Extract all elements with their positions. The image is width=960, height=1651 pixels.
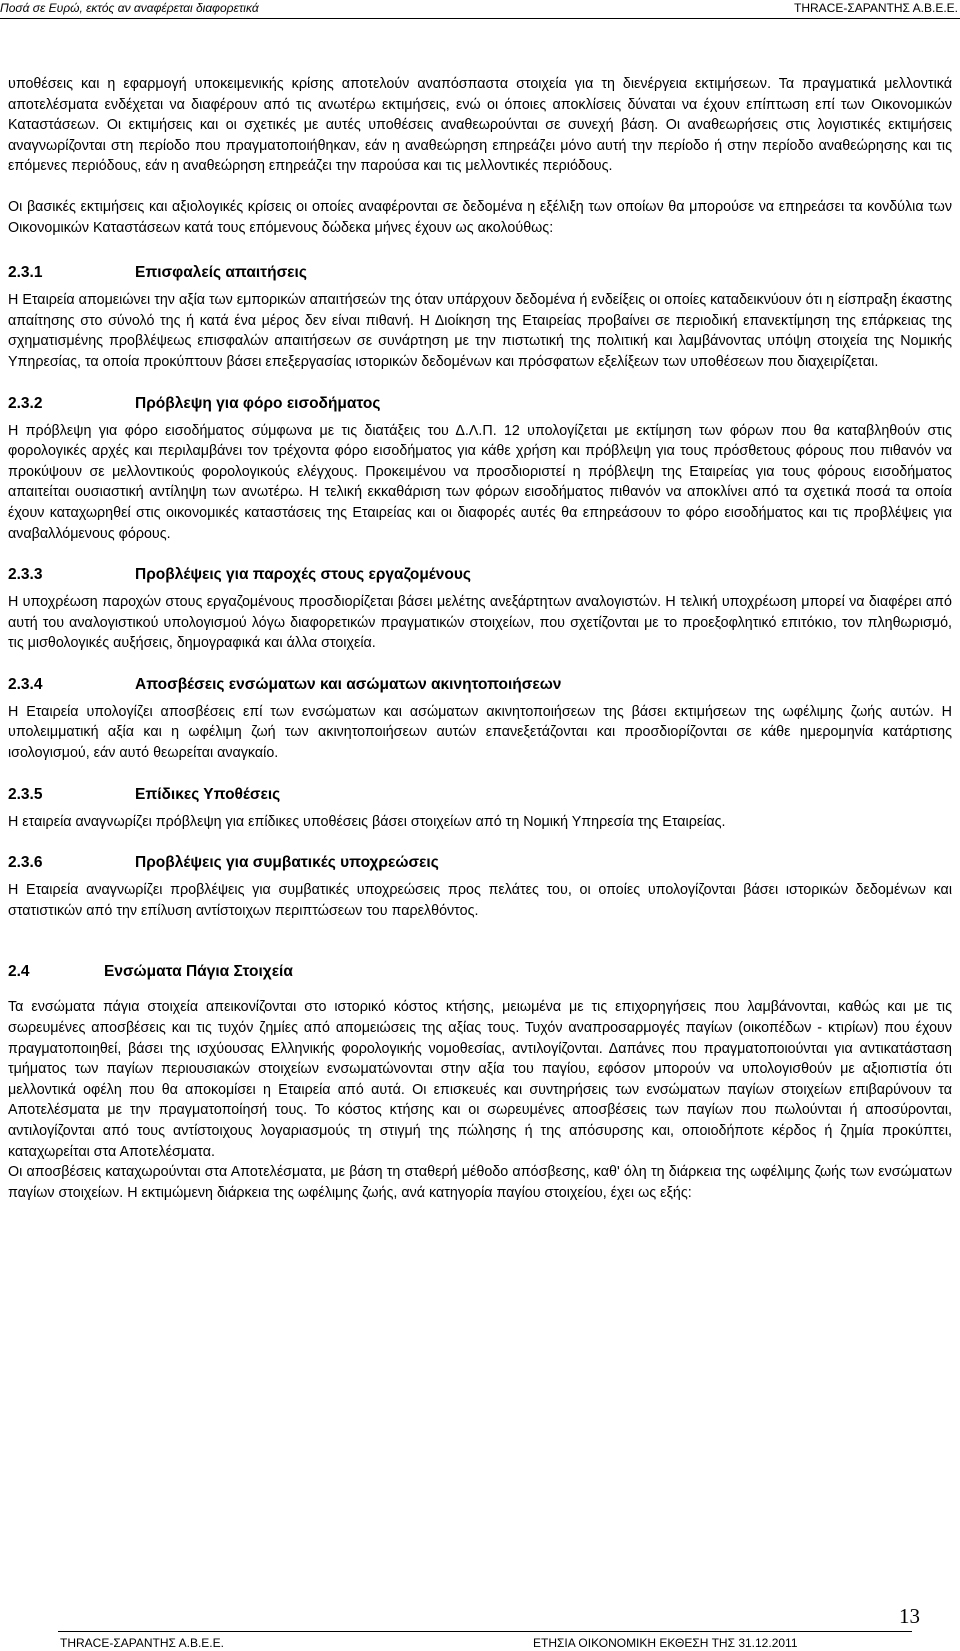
header-currency-note: Ποσά σε Ευρώ, εκτός αν αναφέρεται διαφορετικά xyxy=(0,1,259,15)
section-heading-2-3-5 xyxy=(8,784,952,806)
section-heading-2-4 xyxy=(8,961,952,983)
section-body-2-3-2: Η πρόβλεψη για φόρο εισοδήματος σύμφωνα με τις διατάξεις του Δ.Λ.Π. 12 υπολογίζεται με εκτίμηση των φόρων που θα καταβληθούν στις φορολογικές αρχές και περιλαμβάνει τον τρέχοντα φόρο εισοδήματος για κάθε χρήση και πρόβλεψη για τους πρόσθετους φόρους που πιθανόν να προκύψουν σε μελλοντικούς φορολογικούς ελέγχους. Προκειμένου να προσδιοριστεί η πρόβλεψη της Εταιρείας για τους φόρους εισοδήματος απαιτείται ουσιαστική αντίληψη των ανωτέρω. Η τελική εκκαθάριση των φόρων εισοδήματος πιθανόν να αποκλίνει από τα σχετικά ποσά τα οποία έχουν καταχωρηθεί στις οικονομικές καταστάσεις της Εταιρείας και οι διαφορές αυτές θα επηρεάσουν το φόρο εισοδήματος και τις προβλέψεις για αναβαλλόμενους φόρους. xyxy=(8,422,952,542)
section-title: Ενσώματα Πάγια Στοιχεία xyxy=(104,963,293,981)
section-body-2-3-1: Η Εταιρεία απομειώνει την αξία των εμπορικών απαιτήσεών της όταν υπάρχουν δεδομένα ή ενδείξεις οι οποίες καταδεικνύουν ότι η είσπραξη έκαστης απαίτησης στο σύνολό της ή κατά ένα μέρος δεν είναι πιθανή. Η Διοίκηση της Εταιρείας προβαίνει σε περιοδική επανεκτίμηση της επάρκειας της σχηματισμένης προβλέψεως επισφαλών απαιτήσεων σε συνάρτηση με την πιστωτική της πολιτική και λαμβάνοντας υπόψη στοιχεία της Νομικής Υπηρεσίας, τα οποία προκύπτουν βάσει επεξεργασίας ιστορικών δεδομένων και πρόσφατων εξελίξεων των υποθέσεων που διαχειρίζεται. xyxy=(8,292,952,370)
section-number: 2.3.3 xyxy=(8,566,43,584)
section-body-2-3-6: Η Εταιρεία αναγνωρίζει προβλέψεις για συμβατικές υποχρεώσεις προς πελάτες του, οι οποίες υπολογίζονται βάσει ιστορικών δεδομένων και στατιστικών από την επίλυση αντίστοιχων περιπτώσεων του παρελθόντος. xyxy=(8,882,952,919)
section-number: 2.4 xyxy=(8,963,30,981)
section-heading-2-3-3 xyxy=(8,564,952,586)
section-title: Αποσβέσεις ενσώματων και ασώματων ακινητοποιήσεων xyxy=(135,675,562,693)
section-heading-2-3-6 xyxy=(8,852,952,874)
section-heading-2-3-4 xyxy=(8,674,952,696)
header-divider xyxy=(0,18,960,19)
section-heading-2-3-1 xyxy=(8,262,952,284)
section-body-2-3-3: Η υποχρέωση παροχών στους εργαζομένους προσδιορίζεται βάσει μελέτης ανεξάρτητων αναλογιστών. Η τελική υποχρέωση μπορεί να διαφέρει από αυτή του αναλογιστικού υπολογισμού λόγω διαφορετικών πραγματικών στοιχείων, που σχετίζονται με το προεξοφλητικό επιτόκιο, τον πληθωρισμό, τις μισθολογικές αυξήσεις, δημογραφικά και άλλα στοιχεία. xyxy=(8,594,952,652)
page-header xyxy=(0,0,960,16)
section-number: 2.3.4 xyxy=(8,675,43,693)
section-title: Επισφαλείς απαιτήσεις xyxy=(135,264,307,282)
footer-divider xyxy=(58,1631,912,1632)
page-content xyxy=(8,74,952,1203)
page-number: 13 xyxy=(899,1604,920,1628)
header-company-name: THRACE-ΣΑΡΑΝΤΗΣ Α.Β.Ε.Ε. xyxy=(794,1,958,15)
section-number: 2.3.6 xyxy=(8,854,43,872)
section-body-2-3-4: Η Εταιρεία υπολογίζει αποσβέσεις επί των ενσώματων και ασώματων ακινητοποιήσεων της βάσει εκτιμήσεων της ωφέλιμης ζωής αυτών. Η υπολειμματική αξία και η ωφέλιμη ζωή των ακινητοποιήσεων αυτών επανεξετάζονται και προσδιορίζονται σε κάθε ημερομηνία κατάρτισης ισολογισμού, εάν αυτό θεωρείται αναγκαίο. xyxy=(8,703,952,762)
section-body-2-4-paragraph-1: Τα ενσώματα πάγια στοιχεία απεικονίζονται στο ιστορικό κόστος κτήσης, μειωμένα με τις επιχορηγήσεις που λαμβάνονται, καθώς και με τις σωρευμένες αποσβέσεις και τις τυχόν ζημίες από απομειώσεις της αξίας τους. Τυχόν αναπροσαρμογές παγίων (οικοπέδων - κτιρίων) που έχουν πραγματοποιηθεί, βάσει της ισχύουσας Ελληνικής φορολογικής νομοθεσίας, αντιλογίζονται. Δαπάνες που πραγματοποιούνται για αντικατάσταση τμήματος των παγίων περιουσιακών στοιχείων ενσωματώνονται στην αξία του παγίου, εφόσον μπορούν να υπολογισθούν με αξιοπιστία ότι μελλοντικά οφέλη που θα αποκομίσει η Εταιρεία από αυτά. Οι επισκευές και συντηρήσεις των ενσώματων παγίων στοιχείων επιβαρύνουν τα Αποτελέσματα με την πραγματοποίησή τους. Το κόστος κτήσης και οι σωρευμένες αποσβέσεις των παγίων που πωλούνται ή αποσύρονται, αντιλογίζονται από τους αντίστοιχους λογαριασμούς τη στιγμή της πώλησης ή της απόσυρσης και, οποιοδήποτε κέρδος ή ζημία προκύπτει, καταχωρείται στα Αποτελέσματα. xyxy=(8,999,952,1160)
intro-paragraph-2: Οι βασικές εκτιμήσεις και αξιολογικές κρίσεις οι οποίες αναφέρονται σε δεδομένα η εξέλιξη των οποίων θα μπορούσε να επηρεάσει τα κονδύλια των Οικονομικών Καταστάσεων κατά τους επόμενους δώδεκα μήνες έχουν ως ακολούθως: xyxy=(8,198,952,236)
section-number: 2.3.5 xyxy=(8,785,43,803)
section-number: 2.3.1 xyxy=(8,264,43,282)
section-title: Προβλέψεις για συμβατικές υποχρεώσεις xyxy=(135,854,439,872)
section-title: Πρόβλεψη για φόρο εισοδήματος xyxy=(135,394,381,412)
section-title: Επίδικες Υποθέσεις xyxy=(135,785,281,803)
section-body-2-3-5: Η εταιρεία αναγνωρίζει πρόβλεψη για επίδικες υποθέσεις βάσει στοιχείων από τη Νομική Υπηρεσία της Εταιρείας. xyxy=(8,813,726,830)
section-heading-2-3-2 xyxy=(8,393,952,415)
section-title: Προβλέψεις για παροχές στους εργαζομένους xyxy=(135,566,471,584)
intro-paragraph-1: υποθέσεις και η εφαρμογή υποκειμενικής κρίσης αποτελούν αναπόσπαστα στοιχεία για τη διενέργεια εκτιμήσεων. Τα πραγματικά μελλοντικά αποτελέσματα ενδέχεται να διαφέρουν από τις ανωτέρω εκτιμήσεις, ενώ οι όποιες αποκλίσεις δύναται να έχουν επίπτωση επί των Οικονομικών Καταστάσεων. Οι εκτιμήσεις και οι σχετικές με αυτές υποθέσεις αναθεωρούνται σε συνεχή βάση. Οι αναθεωρήσεις στις λογιστικές εκτιμήσεις αναγνωρίζονται στη περίοδο που πραγματοποιήθηκαν, εάν η αναθεώρηση επηρεάζει μόνο αυτή την περίοδο ή στην περίοδο αναθεώρησης και τις επόμενες περιόδους, εάν η αναθεώρηση επηρεάζει την παρούσα και τις μελλοντικές περιόδους. xyxy=(8,76,952,175)
section-number: 2.3.2 xyxy=(8,394,43,412)
footer-report-title: ΕΤΗΣΙΑ ΟΙΚΟΝΟΜΙΚΗ ΕΚΘΕΣΗ ΤΗΣ 31.12.2011 xyxy=(533,1636,798,1650)
footer-company-name: THRACE-ΣΑΡΑΝΤΗΣ Α.Β.Ε.Ε. xyxy=(60,1636,224,1650)
section-body-2-4-paragraph-2: Οι αποσβέσεις καταχωρούνται στα Αποτελέσματα, με βάση τη σταθερή μέθοδο απόσβεσης, καθ' όλη τη διάρκεια της ωφέλιμης ζωής των ενσώματων παγίων στοιχείων. Η εκτιμώμενη διάρκεια της ωφέλιμης ζωής, ανά κατηγορία παγίου στοιχείου, έχει ως εξής: xyxy=(8,1164,952,1201)
